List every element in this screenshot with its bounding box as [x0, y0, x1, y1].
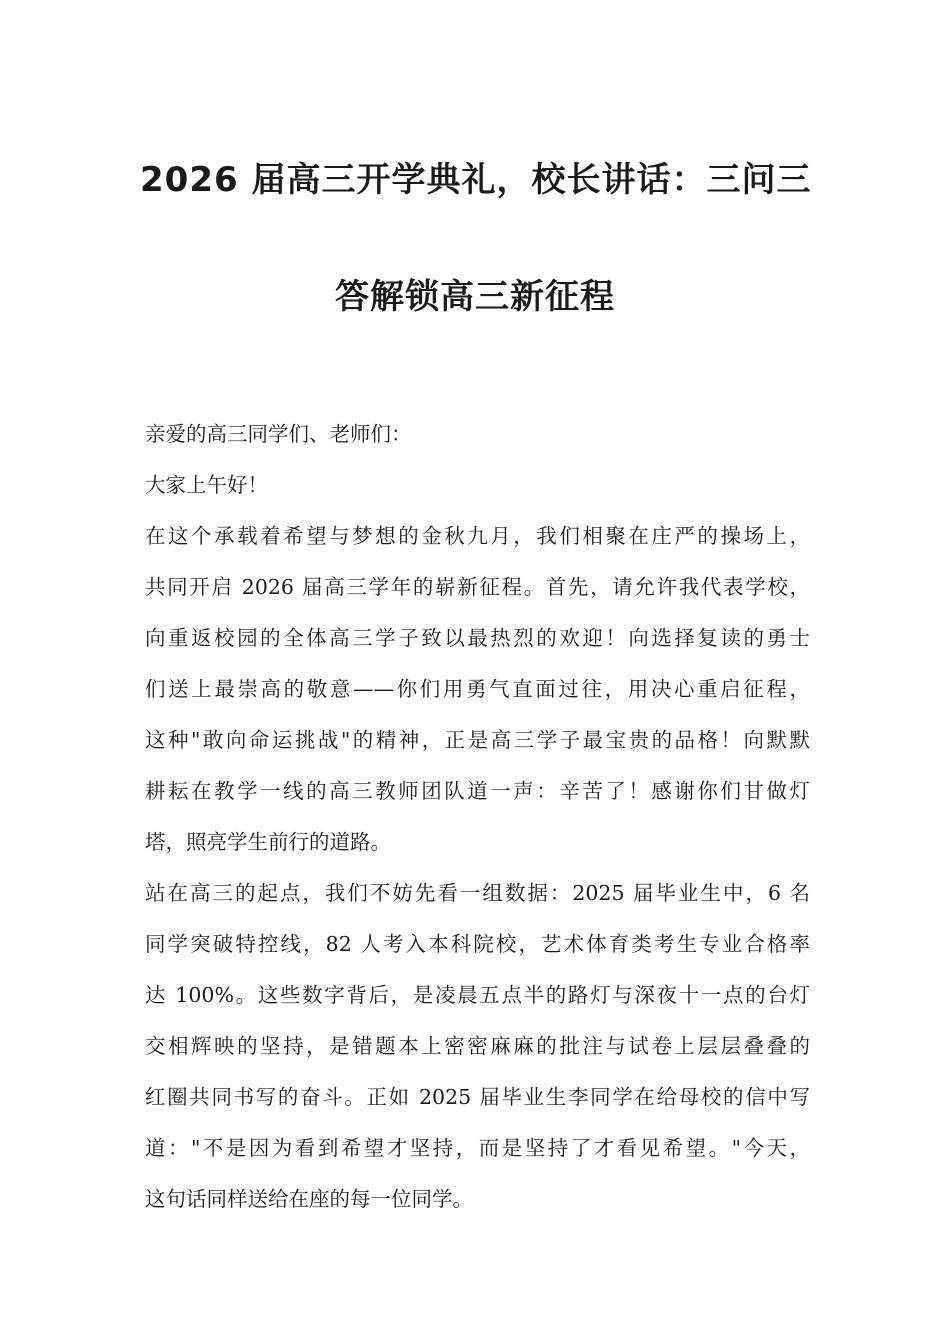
body-line: 这句话同样送给在座的每一位同学。 — [145, 1187, 473, 1211]
body-line: 塔，照亮学生前行的道路。 — [145, 830, 391, 854]
document-title-line-2: 答解锁高三新征程 — [335, 277, 615, 317]
body-line: 同学突破特控线，82 人考入本科院校，艺术体育类考生专业合格率 — [145, 932, 810, 956]
document-title-line-1: 2026 届高三开学典礼，校长讲话：三问三 — [140, 160, 812, 200]
body-line: 在这个承载着希望与梦想的金秋九月，我们相聚在庄严的操场上， — [145, 524, 810, 548]
body-line: 红圈共同书写的奋斗。正如 2025 届毕业生李同学在给母校的信中写 — [145, 1085, 810, 1109]
body-line: 达 100%。这些数字背后，是凌晨五点半的路灯与深夜十一点的台灯 — [145, 983, 810, 1007]
body-line: 站在高三的起点，我们不妨先看一组数据：2025 届毕业生中，6 名 — [145, 881, 810, 905]
document-body — [145, 409, 810, 1225]
salutation-line: 亲爱的高三同学们、老师们： — [145, 422, 412, 446]
body-line: 这种"敢向命运挑战"的精神，正是高三学子最宝贵的品格！向默默 — [145, 728, 810, 752]
body-line: 共同开启 2026 届高三学年的崭新征程。首先，请允许我代表学校， — [145, 575, 810, 599]
body-line: 道："不是因为看到希望才坚持，而是坚持了才看见希望。"今天， — [145, 1136, 810, 1160]
greeting-line: 大家上午好！ — [145, 473, 268, 497]
body-line: 们送上最崇高的敬意——你们用勇气直面过往，用决心重启征程， — [145, 677, 810, 701]
body-line: 交相辉映的坚持，是错题本上密密麻麻的批注与试卷上层层叠叠的 — [145, 1034, 810, 1058]
body-line: 向重返校园的全体高三学子致以最热烈的欢迎！向选择复读的勇士 — [145, 626, 810, 650]
body-line: 耕耘在教学一线的高三教师团队道一声：辛苦了！感谢你们甘做灯 — [145, 779, 810, 803]
